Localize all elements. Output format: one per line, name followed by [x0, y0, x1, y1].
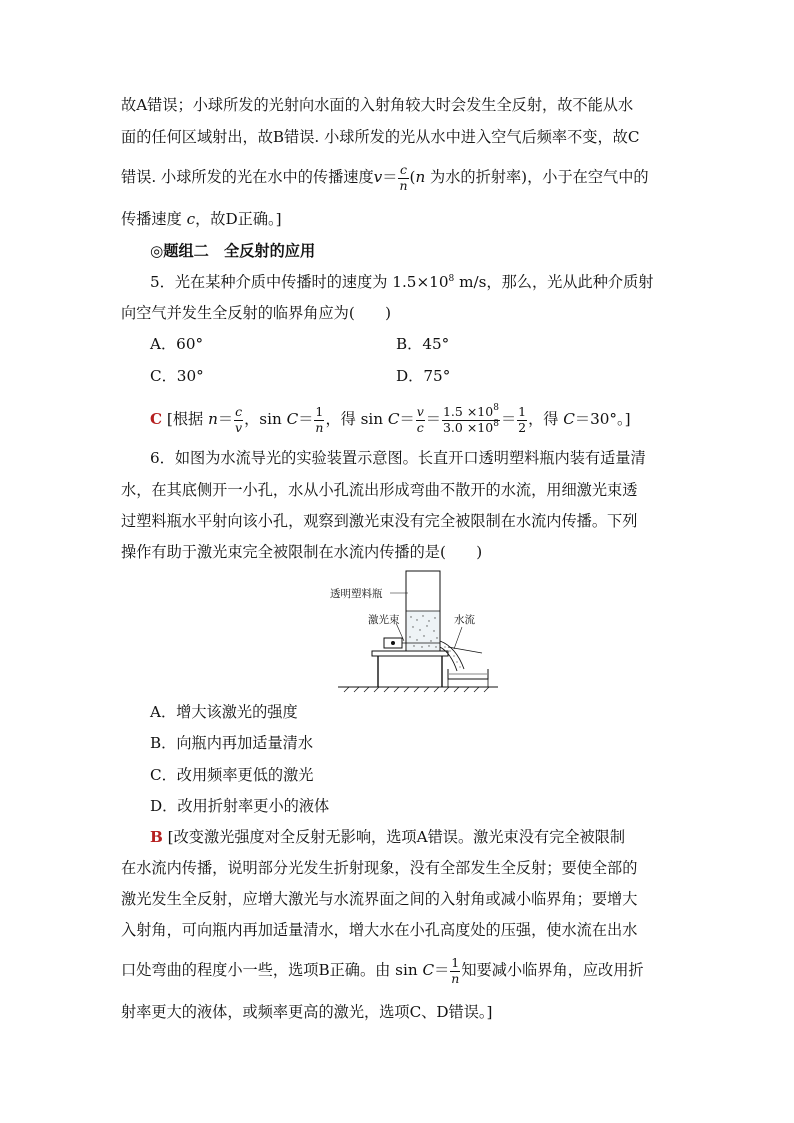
option-a: A．60° — [150, 335, 204, 353]
fraction: $\frac{c}{n}$ — [399, 162, 408, 193]
text-line: 口处弯曲的程度小一些，选项B正确。由 sin C＝ $\frac{1}{n}$ 知要减小临界角，应改用折 — [121, 955, 644, 986]
answer-5: C [根据 n＝ $\frac{c}{v}$ ，sin C＝ $\frac{1}{n}$ ，得 sin C＝ $\frac{v}{c}$ ＝ $\frac{1.5 \times 10^8}{3.0 \times 10^8}$ ＝ $\frac{1}{2}$ ，得 C＝30°。] — [150, 403, 631, 435]
fraction: $\frac{1}{n}$ — [451, 955, 460, 986]
question-5-text: 5．光在某种介质中传播时的速度为 $1.5\times 10^8$ m/s，那么，光从此种介质射 — [150, 273, 654, 291]
fraction: $\frac{1.5 \times 10^8}{3.0 \times 10^8}$ — [442, 403, 499, 435]
option-c: C．30° — [150, 367, 204, 385]
option-c: C．改用频率更低的激光 — [150, 766, 314, 784]
answer-letter: C — [150, 410, 163, 428]
option-d: D．改用折射率更小的液体 — [150, 797, 330, 815]
text-line: 激光发生全反射，应增大激光与水流界面之间的入射角或减小临界角；要增大 — [121, 890, 638, 908]
text-line: 入射角，可向瓶内再加适量清水，增大水在小孔高度处的压强，使水流在出水 — [121, 921, 638, 939]
label-bottle: 透明塑料瓶 — [330, 588, 383, 600]
answer-6: B [改变激光强度对全反射无影响，选项A错误。激光束没有完全被限制 — [150, 828, 626, 846]
option-b: B．向瓶内再加适量清水 — [150, 734, 314, 752]
text-line: 向空气并发生全反射的临界角应为( ) — [121, 304, 392, 322]
option-d: D．75° — [396, 367, 451, 385]
text-line: 传播速度 c，故D正确。] — [121, 210, 282, 228]
text-line: 错误. 小球所发的光在水中的传播速度v＝ $\frac{c}{n}$ (n 为水的折射率)，小于在空气中的 — [121, 162, 649, 193]
fraction: $\frac{1}{2}$ — [518, 404, 527, 435]
section-heading: ◎题组二 全反射的应用 — [150, 242, 316, 260]
answer-letter: B — [150, 828, 163, 846]
experiment-figure — [330, 563, 500, 693]
question-6-text: 6．如图为水流导光的实验装置示意图。长直开口透明塑料瓶内装有适量清 — [150, 449, 646, 467]
fraction: $\frac{1}{n}$ — [315, 404, 324, 435]
apparatus-diagram — [330, 563, 500, 693]
fraction: $\frac{v}{c}$ — [416, 404, 424, 435]
option-b: B．45° — [396, 335, 450, 353]
text-line: 面的任何区域射出，故B错误. 小球所发的光从水中进入空气后频率不变，故C — [121, 128, 640, 146]
label-laser: 激光束 — [368, 614, 400, 626]
label-water-flow: 水流 — [454, 614, 475, 626]
text-line: 过塑料瓶水平射向该小孔，观察到激光束没有完全被限制在水流内传播。下列 — [121, 512, 638, 530]
text-line: 操作有助于激光束完全被限制在水流内传播的是( ) — [121, 543, 483, 561]
option-a: A．增大该激光的强度 — [150, 703, 298, 721]
text-line: 故A错误；小球所发的光射向水面的入射角较大时会发生全反射，故不能从水 — [121, 96, 634, 114]
text-line: 在水流内传播，说明部分光发生折射现象，没有全部发生全反射；要使全部的 — [121, 859, 638, 877]
fraction: $\frac{c}{v}$ — [235, 404, 243, 435]
text-line: 射率更大的液体，或频率更高的激光，选项C、D错误。] — [121, 1003, 493, 1021]
text-line: 水，在其底侧开一小孔，水从小孔流出形成弯曲不散开的水流，用细激光束透 — [121, 481, 638, 499]
